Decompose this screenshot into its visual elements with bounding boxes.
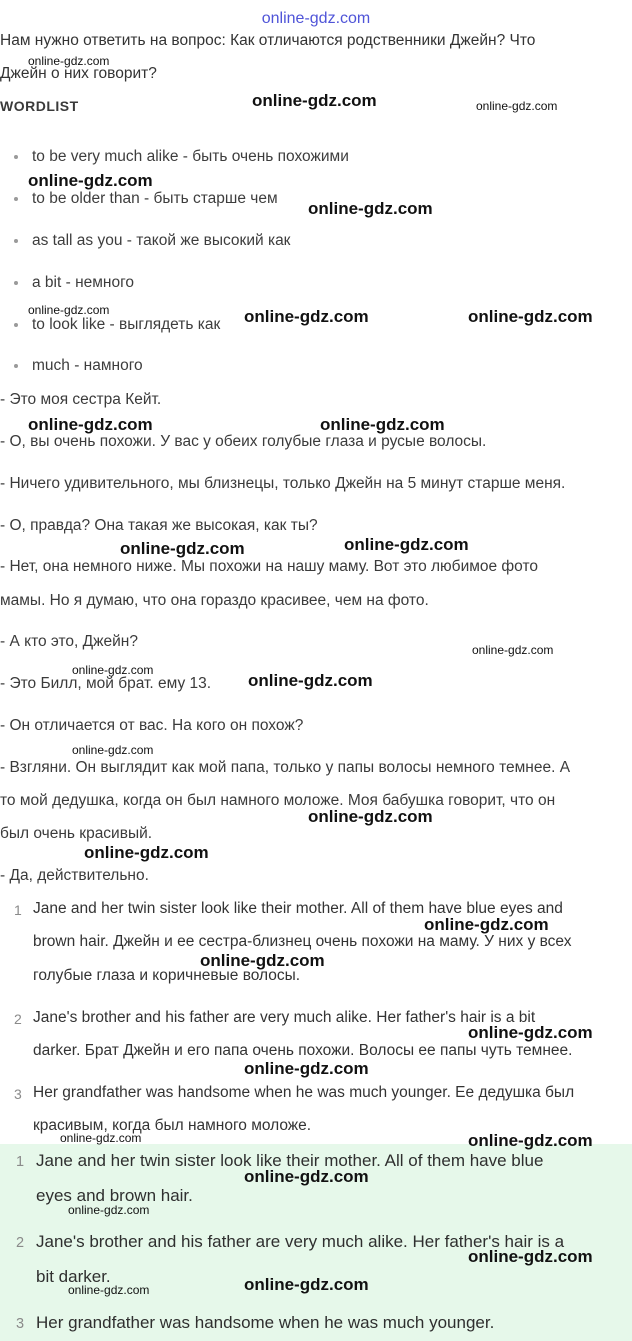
wordlist-item: [14, 357, 143, 375]
watermark: online-gdz.com: [244, 1167, 369, 1186]
dialogue-line: то мой дедушка, когда он был намного моложе. Моя бабушка говорит, что он: [0, 792, 556, 809]
bullet-icon: [14, 364, 18, 368]
watermark: online-gdz.com: [244, 1059, 369, 1078]
dialogue-line: - О, вы очень похожи. У вас у обеих голубые глаза и русые волосы.: [0, 433, 487, 450]
watermark: online-gdz.com: [248, 671, 373, 690]
watermark: online-gdz.com: [244, 1275, 369, 1294]
answer-line: Jane's brother and his father are very much alike. Her father's hair is a bit: [33, 1009, 536, 1026]
watermark: online-gdz.com: [28, 54, 110, 68]
dialogue-line: - Это моя сестра Кейт.: [0, 391, 162, 408]
watermark: online-gdz.com: [72, 743, 154, 757]
answer-number: 2: [14, 1011, 22, 1027]
watermark: online-gdz.com: [476, 99, 558, 113]
watermark: online-gdz.com: [468, 1023, 593, 1042]
answer-number: 3: [14, 1086, 22, 1102]
watermark: online-gdz.com: [120, 539, 245, 558]
watermark: online-gdz.com: [472, 643, 554, 657]
watermark: online-gdz.com: [28, 415, 153, 434]
site-header[interactable]: online-gdz.com: [261, 10, 371, 27]
bullet-icon: [14, 281, 18, 285]
watermark: online-gdz.com: [68, 1203, 150, 1217]
highlight-answer-line: Jane and her twin sister look like their mother. All of them have blue: [36, 1151, 544, 1170]
highlight-answer-line: bit darker.: [36, 1267, 111, 1286]
wordlist-item-text: to look like - выглядеть как: [32, 316, 221, 333]
watermark: online-gdz.com: [468, 1131, 593, 1150]
dialogue-line: - Да, действительно.: [0, 867, 149, 884]
wordlist-item-text: to be very much alike - быть очень похожими: [32, 148, 349, 165]
highlight-answer-line: Jane's brother and his father are very much alike. Her father's hair is a: [36, 1232, 565, 1251]
watermark: online-gdz.com: [244, 307, 369, 326]
highlight-answer-number: 1: [16, 1154, 25, 1170]
watermark: online-gdz.com: [320, 415, 445, 434]
watermark: online-gdz.com: [252, 91, 377, 110]
watermark: online-gdz.com: [84, 843, 209, 862]
wordlist-title: WORDLIST: [0, 98, 79, 114]
wordlist-item: [14, 190, 278, 208]
watermark: online-gdz.com: [28, 171, 153, 190]
wordlist-item: [14, 274, 134, 292]
watermark: online-gdz.com: [308, 199, 433, 218]
watermark: online-gdz.com: [72, 663, 154, 677]
intro-line-1: Нам нужно ответить на вопрос: Как отличаются родственники Джейн? Что: [0, 32, 536, 49]
watermark: online-gdz.com: [68, 1283, 150, 1297]
dialogue-line: - Взгляни. Он выглядит как мой папа, только у папы волосы немного темнее. А: [0, 759, 571, 776]
watermark: online-gdz.com: [424, 915, 549, 934]
wordlist-item: [14, 148, 349, 166]
wordlist-item-text: to be older than - быть старше чем: [32, 190, 278, 207]
highlight-answer-number: 3: [16, 1316, 25, 1332]
wordlist-item-text: as tall as you - такой же высокий как: [32, 232, 291, 249]
answer-number: 1: [14, 902, 22, 918]
dialogue-line: - А кто это, Джейн?: [0, 633, 138, 650]
bullet-icon: [14, 239, 18, 243]
dialogue-line: - Это Билл, мой брат. ему 13.: [0, 675, 212, 692]
dialogue-line: - Он отличается от вас. На кого он похож?: [0, 717, 304, 734]
highlight-answer-line: eyes and brown hair.: [36, 1186, 193, 1205]
dialogue-line: - Ничего удивительного, мы близнецы, только Джейн на 5 минут старше меня.: [0, 475, 566, 492]
watermark: online-gdz.com: [200, 951, 325, 970]
watermark: online-gdz.com: [468, 307, 593, 326]
watermark: online-gdz.com: [344, 535, 469, 554]
dialogue-line: был очень красивый.: [0, 825, 153, 842]
answer-line: brown hair. Джейн и ее сестра-близнец очень похожи на маму. У них у всех: [33, 933, 572, 950]
wordlist-item: [14, 232, 290, 250]
wordlist-item: [14, 316, 220, 334]
highlight-answer-line: Her grandfather was handsome when he was much younger.: [36, 1313, 495, 1332]
bullet-icon: [14, 155, 18, 159]
answer-line: Her grandfather was handsome when he was much younger. Ее дедушка был: [33, 1084, 575, 1101]
answer-line: голубые глаза и коричневые волосы.: [33, 967, 301, 984]
watermark: online-gdz.com: [60, 1131, 142, 1145]
highlight-answer-number: 2: [16, 1235, 25, 1251]
dialogue-line: - Нет, она немного ниже. Мы похожи на нашу маму. Вот это любимое фото: [0, 558, 539, 575]
dialogue-line: - О, правда? Она такая же высокая, как ты?: [0, 517, 318, 534]
answer-line: Jane and her twin sister look like their mother. All of them have blue eyes and: [33, 900, 563, 917]
answer-line: darker. Брат Джейн и его папа очень похожи. Волосы ее папы чуть темнее.: [33, 1042, 573, 1059]
bullet-icon: [14, 197, 18, 201]
watermark: online-gdz.com: [308, 807, 433, 826]
dialogue-line: мамы. Но я думаю, что она гораздо красивее, чем на фото.: [0, 592, 429, 609]
bullet-icon: [14, 323, 18, 327]
answer-line: красивым, когда был намного моложе.: [33, 1117, 312, 1134]
intro-line-2: Джейн о них говорит?: [0, 65, 157, 82]
wordlist-item-text: much - намного: [32, 357, 143, 374]
watermark: online-gdz.com: [28, 303, 110, 317]
wordlist-item-text: a bit - немного: [32, 274, 135, 291]
watermark: online-gdz.com: [468, 1247, 593, 1266]
